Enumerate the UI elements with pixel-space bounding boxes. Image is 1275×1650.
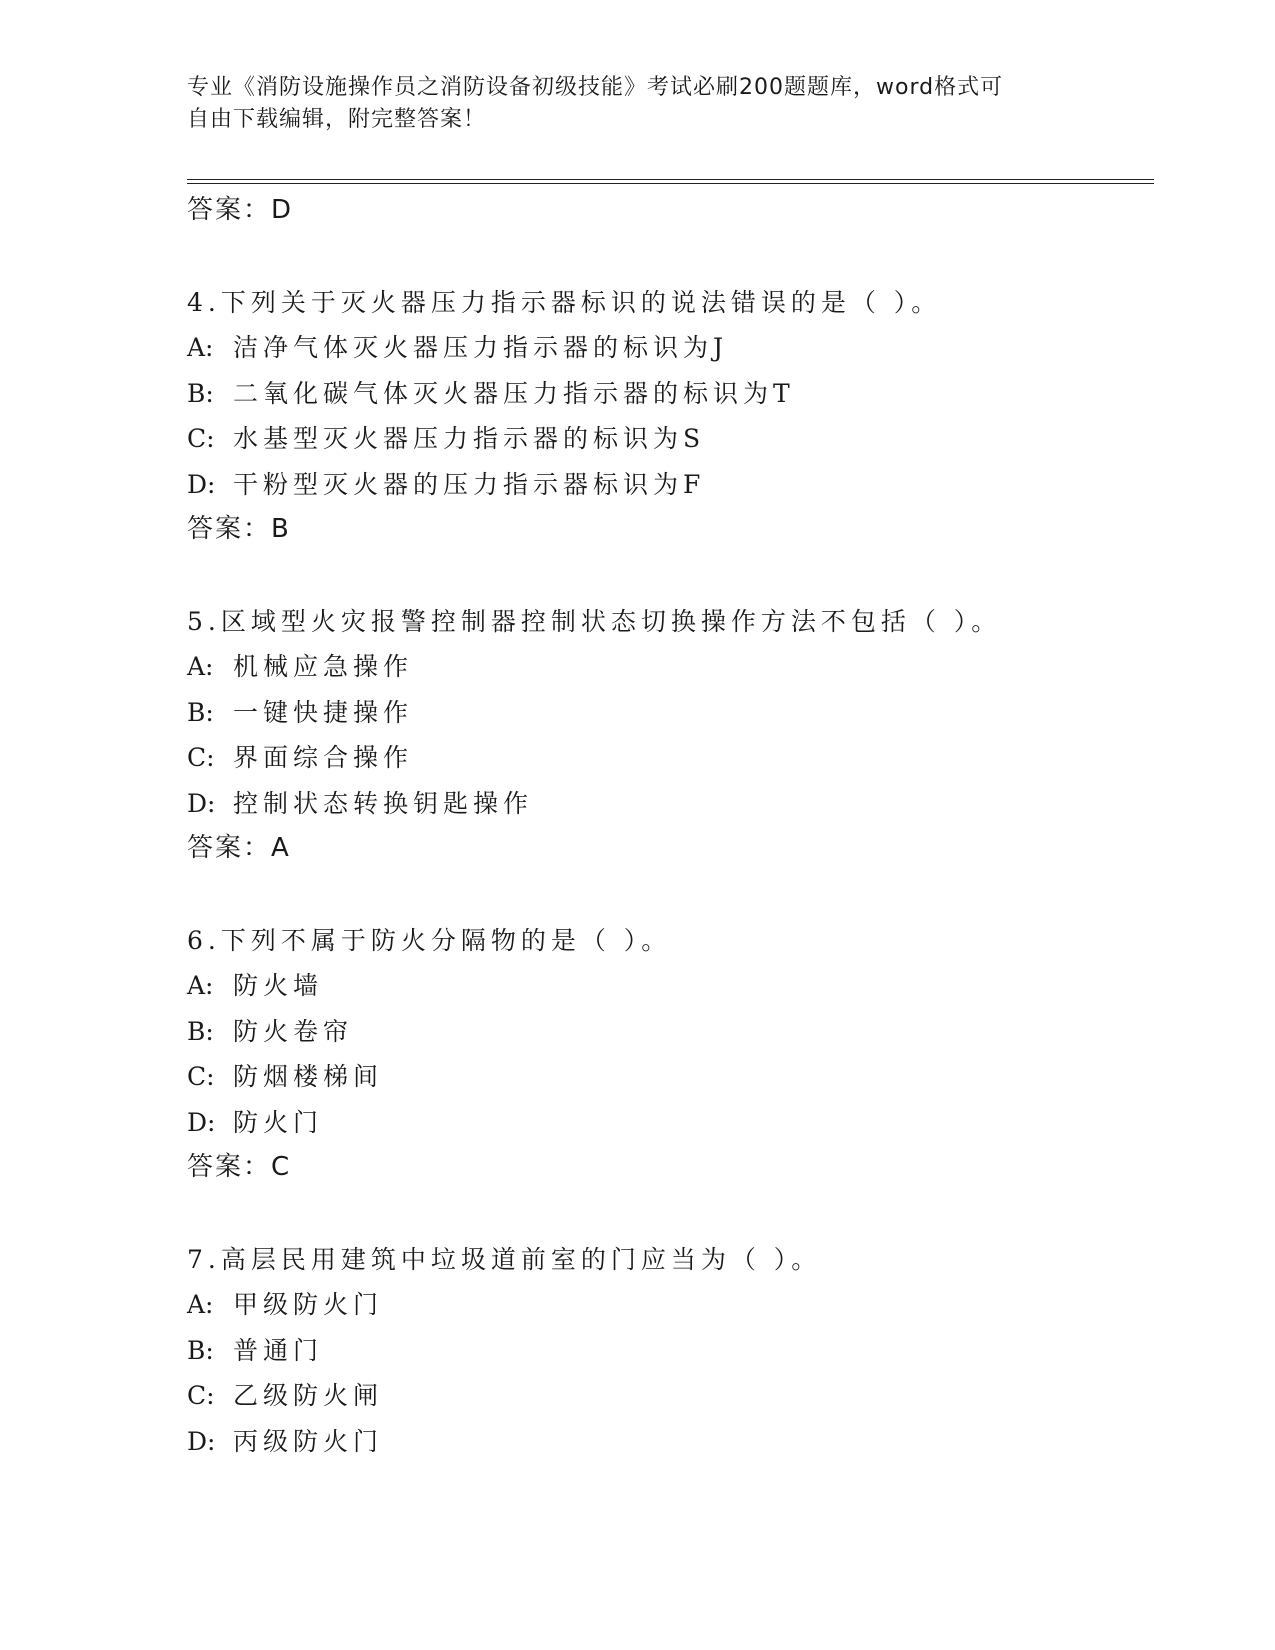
option-d (187, 1419, 1147, 1465)
option-text: 机械应急操作 (233, 652, 414, 681)
option-text: 普通门 (233, 1335, 324, 1365)
header-line-2: 自由下载编辑，附完整答案！ (187, 107, 487, 132)
spacer (187, 553, 1147, 599)
option-d (187, 781, 1147, 827)
option-b (187, 1328, 1147, 1374)
option-letter: C: (187, 1062, 215, 1091)
spacer (187, 234, 1147, 280)
option-letter: A: (187, 971, 214, 1000)
option-b (187, 690, 1147, 736)
option-letter: A: (187, 1290, 214, 1319)
spacer (187, 872, 1147, 918)
document-header (187, 72, 1087, 136)
answer-line: 答案：C (187, 1152, 292, 1182)
option-letter: D: (187, 1426, 216, 1456)
option-letter: C: (187, 743, 215, 772)
question-block (187, 1237, 1147, 1465)
option-a (187, 644, 1147, 690)
answer-line: 答案：D (187, 195, 294, 225)
option-text: 防火门 (233, 1107, 324, 1137)
header-divider (187, 179, 1154, 184)
spacer (187, 1191, 1147, 1237)
option-a (187, 325, 1147, 371)
question-text: 6.下列不属于防火分隔物的是（ ）。 (187, 925, 672, 955)
option-c (187, 735, 1147, 781)
answer-line: 答案：A (187, 833, 291, 863)
option-text: 控制状态转换钥匙操作 (233, 788, 534, 818)
option-letter: A: (187, 652, 214, 681)
option-d (187, 462, 1147, 508)
option-text: 防火墙 (233, 971, 324, 1000)
option-text: 一键快捷操作 (233, 697, 414, 727)
option-text: 丙级防火门 (233, 1426, 384, 1456)
option-c (187, 1373, 1147, 1419)
option-letter: A: (187, 333, 214, 362)
option-b (187, 371, 1147, 417)
option-letter: B: (187, 697, 214, 727)
question-text: 5.区域型火灾报警控制器控制状态切换操作方法不包括（ ）。 (187, 606, 1002, 636)
question-block (187, 599, 1147, 872)
option-letter: B: (187, 1016, 214, 1046)
option-text: 界面综合操作 (233, 743, 414, 772)
option-letter: C: (187, 1381, 215, 1410)
question-block (187, 280, 1147, 553)
header-line-1: 专业《消防设施操作员之消防设备初级技能》考试必刷200题题库，word格式可 (187, 75, 1004, 100)
option-c (187, 416, 1147, 462)
answer-line: 答案：B (187, 514, 291, 544)
option-text: 甲级防火门 (233, 1290, 384, 1319)
question-block (187, 918, 1147, 1191)
question-list (187, 188, 1147, 1464)
option-letter: B: (187, 1335, 214, 1365)
option-letter: D: (187, 1107, 216, 1137)
option-text: 乙级防火闸 (233, 1381, 384, 1410)
option-c (187, 1054, 1147, 1100)
option-text: 二氧化碳气体灭火器压力指示器的标识为T (233, 378, 795, 408)
option-text: 水基型灭火器压力指示器的标识为S (233, 424, 706, 453)
option-text: 洁净气体灭火器压力指示器的标识为J (233, 333, 729, 362)
option-text: 干粉型灭火器的压力指示器标识为F (233, 469, 706, 499)
option-text: 防火卷帘 (233, 1016, 354, 1046)
question-text: 4.下列关于灭火器压力指示器标识的说法错误的是（ ）。 (187, 287, 942, 317)
option-d (187, 1100, 1147, 1146)
question-text: 7.高层民用建筑中垃圾道前室的门应当为（ ）。 (187, 1244, 822, 1274)
option-b (187, 1009, 1147, 1055)
option-letter: C: (187, 424, 215, 453)
option-a (187, 963, 1147, 1009)
option-letter: D: (187, 469, 216, 499)
option-a (187, 1282, 1147, 1328)
option-text: 防烟楼梯间 (233, 1062, 384, 1091)
option-letter: D: (187, 788, 216, 818)
option-letter: B: (187, 378, 214, 408)
